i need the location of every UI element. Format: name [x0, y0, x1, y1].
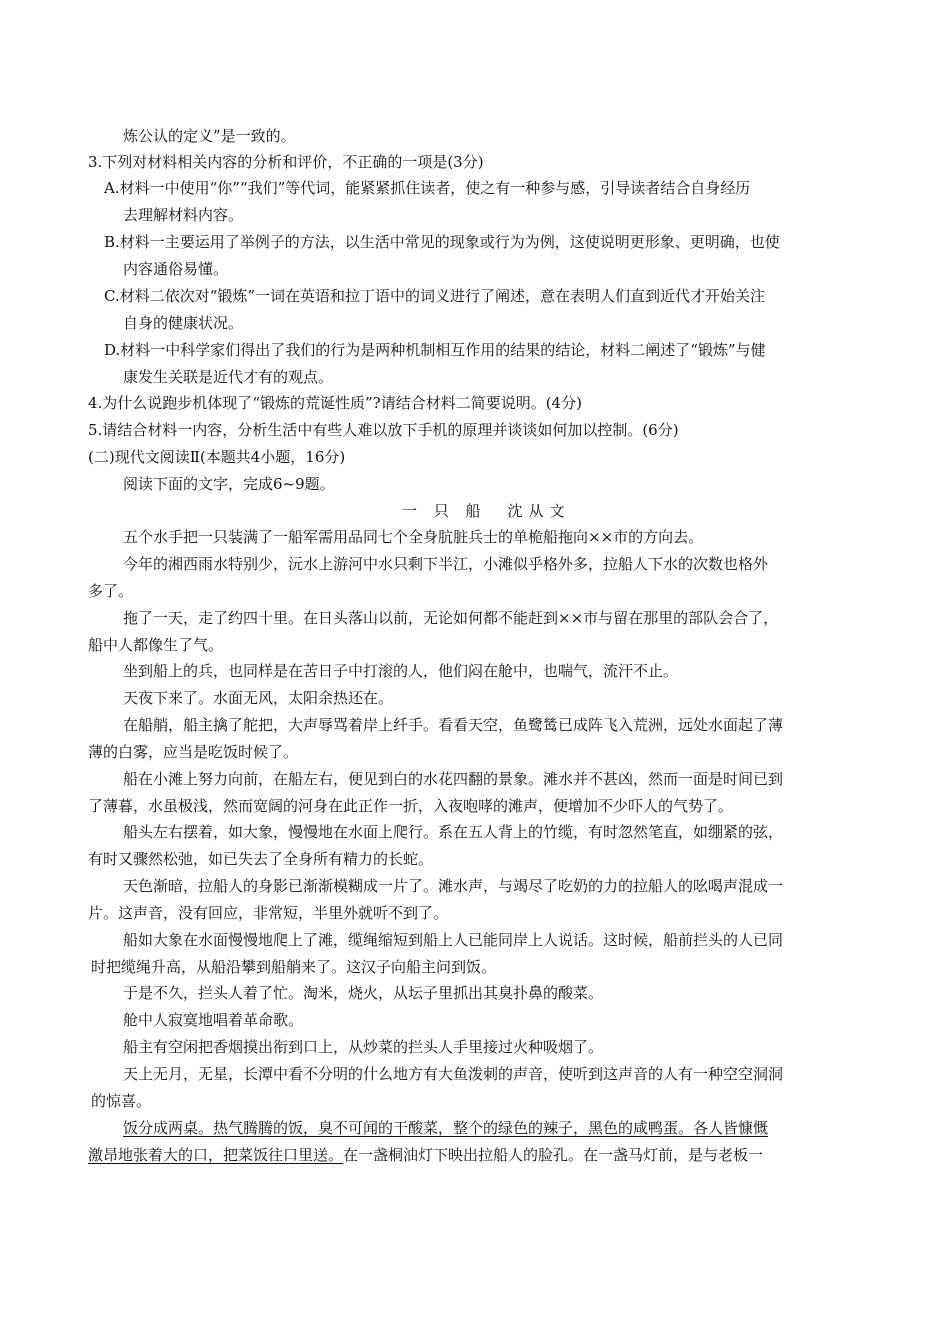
paragraph-line: 船如大象在水面慢慢地爬上了滩，缆绳缩短到船上人已能同岸上人说话。这时候，船前拦头的人已同: [123, 931, 784, 949]
option-d-cont: 康发生关联是近代才有的观点。: [123, 368, 334, 386]
passage-title: 一 只 船 沈从文: [402, 502, 571, 520]
option-d: D.材料一中科学家们得出了我们的行为是两种机制相互作用的结果的结论，材料二阐述了“锻炼”与健: [104, 341, 766, 359]
paragraph-line: 片。这声音，没有回应，非常短，半里外就听不到了。: [88, 904, 449, 922]
paragraph-line: 的惊喜。: [91, 1092, 152, 1110]
paragraph-line: 天上无月，无星，长潭中看不分明的什么地方有大鱼泼刺的声音，使听到这声音的人有一种空空洞洞: [123, 1065, 784, 1083]
paragraph-line: 船在小滩上努力向前，在船左右，便见到白的水花四翻的景象。滩水并不甚凶，然而一面是时间已到: [123, 770, 784, 788]
paragraph-line: 天夜下来了。水面无风，太阳余热还在。: [123, 689, 394, 707]
paragraph-line: 于是不久，拦头人着了忙。淘米，烧火，从坛子里抓出其臭扑鼻的酸菜。: [123, 984, 604, 1002]
paragraph-line: 有时又骤然松弛，如已失去了全身所有精力的长蛇。: [88, 850, 434, 868]
last-line: [88, 1145, 763, 1165]
paragraph-line: 舱中人寂寞地唱着革命歌。: [123, 1011, 304, 1029]
paragraph-line: 今年的湘西雨水特别少，沅水上游河中水只剩下半江，小滩似乎格外多，拉船人下水的次数也格外: [123, 555, 769, 573]
underlined-passage: 激昂地张着大的口，把菜饭往口里送。: [88, 1146, 344, 1164]
paragraph-line: 时把缆绳升高，从船沿攀到船艄来了。这汉子向船主问到饭。: [91, 958, 497, 976]
text-line: 炼公认的定义”是一致的。: [123, 127, 296, 145]
question-5: 5.请结合材料一内容，分析生活中有些人难以放下手机的原理并谈谈如何加以控制。(6分): [88, 421, 679, 439]
paragraph-line: 在船艄，船主擒了舵把，大声辱骂着岸上纤手。看看天空，鱼鹭鸶已成阵飞入荒洲，远处水面起了薄: [123, 716, 784, 734]
paragraph-text: 在一盏桐油灯下映出拉船人的脸孔。在一盏马灯前，是与老板一: [343, 1146, 764, 1164]
paragraph-line: 天色渐暗，拉船人的身影已渐渐模糊成一片了。滩水声，与竭尽了吃奶的力的拉船人的吆喝声混成一: [123, 877, 784, 895]
instruction: 阅读下面的文字，完成6~9题。: [123, 475, 335, 493]
question-4: 4.为什么说跑步机体现了“锻炼的荒诞性质”?请结合材料二简要说明。(4分): [88, 394, 582, 412]
paragraph-line: 拖了一天，走了约四十里。在日头落山以前，无论如何都不能赶到××市与留在那里的部队会合了，: [123, 609, 779, 627]
paragraph-line: 多了。: [88, 582, 134, 600]
option-b-cont: 内容通俗易懂。: [123, 260, 229, 278]
section-heading: (二)现代文阅读Ⅱ(本题共4小题，16分): [88, 448, 346, 466]
underlined-passage: 饭分成两桌。热气腾腾的饭，臭不可闻的干酸菜，整个的绿色的辣子，黑色的咸鸭蛋。各人皆慷慨: [123, 1119, 769, 1137]
option-c-cont: 自身的健康状况。: [123, 314, 244, 332]
option-a-cont: 去理解材料内容。: [123, 206, 244, 224]
paragraph-line: 船头左右摆着，如大象，慢慢地在水面上爬行。系在五人背上的竹缆，有时忽然笔直，如绷紧的弦，: [123, 823, 784, 841]
paragraph-line: 坐到船上的兵，也同样是在苦日子中打滚的人，他们闷在舱中，也喘气，流汗不止。: [123, 662, 679, 680]
option-b: B.材料一主要运用了举例子的方法，以生活中常见的现象或行为为例，这使说明更形象、更明确，也使: [104, 233, 780, 251]
paragraph-line: 薄的白雾，应当是吃饭时候了。: [88, 743, 299, 761]
paragraph-line: 五个水手把一只装满了一船军需用品同七个全身肮脏兵士的单桅船拖向××市的方向去。: [123, 528, 704, 546]
paragraph-line: 船主有空闲把香烟摸出衔到口上，从炒菜的拦头人手里接过火种吸烟了。: [123, 1038, 604, 1056]
paragraph-line: 船中人都像生了气。: [88, 636, 224, 654]
paragraph-line: 了薄暮，水虽极浅，然而宽阔的河身在此正作一折，入夜咆哮的滩声，便增加不少吓人的气势了。: [88, 797, 734, 815]
option-c: C.材料二依次对“锻炼”一词在英语和拉丁语中的词义进行了阐述，意在表明人们直到近代才开始关注: [104, 287, 766, 305]
option-a: A.材料一中使用“你”“我们”等代词，能紧紧抓住读者，使之有一种参与感，引导读者结合自身经历: [104, 179, 751, 197]
question-3: 3.下列对材料相关内容的分析和评价，不正确的一项是(3分): [88, 153, 484, 171]
